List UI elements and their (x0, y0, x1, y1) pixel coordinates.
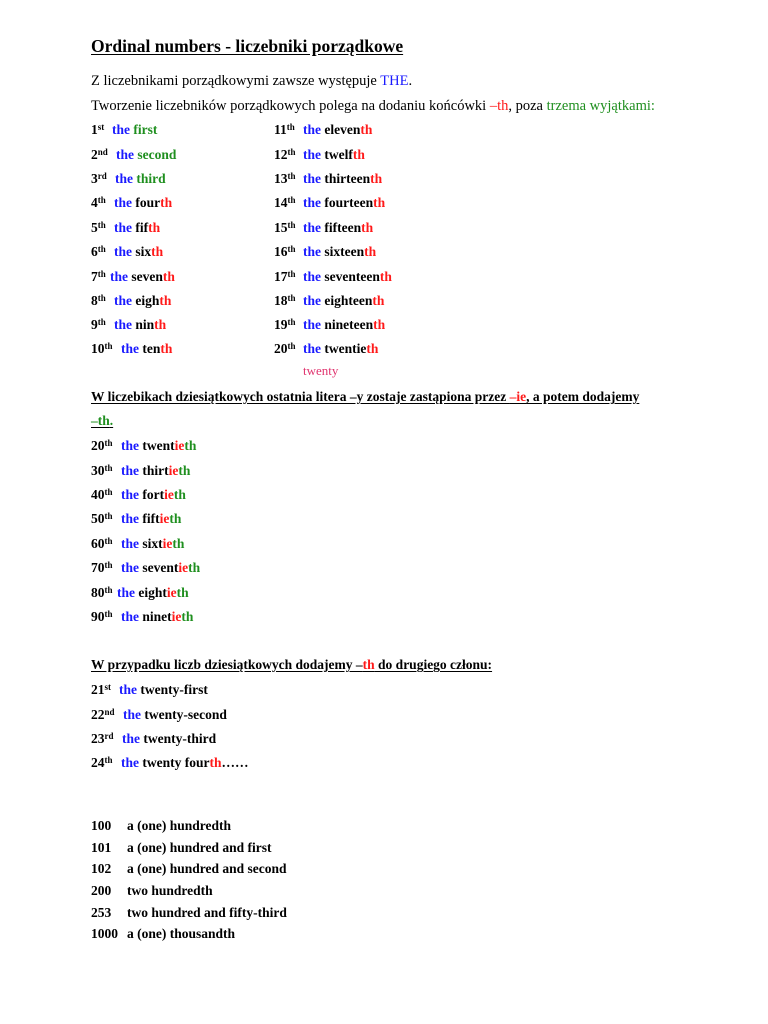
ordinal-number: 19 (274, 317, 288, 332)
ordinal-the: the (303, 244, 321, 259)
tens-row (91, 608, 113, 626)
ordinal-word: fifteen (324, 220, 362, 235)
th-ending: th (181, 609, 194, 624)
ordinal-word: seven (131, 269, 163, 284)
ordinal-suffix: th (287, 341, 296, 351)
ordinal-suffix: th (287, 317, 296, 327)
tens-row (91, 486, 113, 504)
heading-tens-c: . (109, 413, 114, 428)
ordinal-row (91, 243, 106, 261)
ordinal-suffix: th (104, 487, 113, 497)
ordinal-ending: first (133, 122, 158, 137)
tens-words (121, 462, 190, 480)
compound-row (91, 706, 115, 724)
ordinal-the: the (114, 293, 132, 308)
ordinal-number: 11 (274, 122, 287, 137)
hundreds-number: 100 (91, 818, 112, 833)
ordinal-row (274, 268, 296, 286)
ordinal-the: the (303, 341, 321, 356)
ordinal-word: nineteen (324, 317, 374, 332)
ordinal-word: twenty-third (143, 731, 217, 746)
ordinal-ending: th (160, 195, 173, 210)
ordinal-suffix: th (104, 609, 113, 619)
compound-words (119, 681, 208, 699)
th-ending: th (172, 536, 185, 551)
ordinal-suffix: nd (104, 707, 115, 717)
heading-tens (91, 389, 639, 405)
ordinal-the: the (114, 244, 132, 259)
ordinal-suffix: th (104, 560, 113, 570)
ordinal-words (303, 268, 392, 286)
ordinal-ending: th (379, 269, 392, 284)
ordinal-word: six (135, 244, 152, 259)
ordinal-suffix: th (104, 536, 113, 546)
heading-compound-th: th (362, 657, 375, 672)
intro-text: Z liczebnikami porządkowymi zawsze występuje (91, 73, 381, 89)
ie-ending: ie (178, 560, 189, 575)
ordinal-row (91, 146, 108, 164)
ordinal-the: the (110, 269, 128, 284)
ordinal-words (303, 146, 365, 164)
hundreds-text: two hundred and fifty-third (127, 905, 287, 920)
ordinal-number: 80 (91, 585, 105, 600)
ordinal-suffix: th (287, 195, 296, 205)
ordinal-suffix: th (287, 220, 296, 230)
ordinal-number: 30 (91, 463, 105, 478)
ordinal-number: 60 (91, 536, 105, 551)
ordinal-the: the (121, 755, 139, 770)
ordinal-the: the (121, 609, 139, 624)
ordinal-ending: th (162, 269, 175, 284)
ordinal-suffix: th (287, 171, 296, 181)
ordinal-words (114, 243, 163, 261)
ie-ending: ie (174, 438, 185, 453)
hundreds-row (91, 905, 287, 921)
ordinal-word: twent (142, 438, 175, 453)
ordinal-ending: th (372, 293, 385, 308)
ordinal-suffix: th (286, 122, 295, 132)
tens-row (91, 559, 113, 577)
ordinal-word: eigh (135, 293, 160, 308)
tens-words (121, 559, 200, 577)
page-title: Ordinal numbers - liczebniki porządkowe (91, 36, 404, 56)
hundreds-row (91, 840, 272, 856)
ordinal-row (91, 340, 113, 358)
tens-words (121, 486, 186, 504)
compound-words (121, 754, 249, 772)
heading-tens-a: W liczebikach dziesiątkowych ostatnia litera –y zostaje zastąpiona przez (91, 389, 510, 404)
ordinal-row (274, 121, 295, 139)
ordinal-words (115, 170, 166, 188)
ordinal-word: eighteen (324, 293, 373, 308)
ordinal-number: 13 (274, 171, 288, 186)
ordinal-row (91, 292, 106, 310)
ordinal-suffix: th (104, 755, 113, 765)
ordinal-suffix: rd (104, 731, 114, 741)
ordinal-suffix: th (104, 341, 113, 351)
ordinal-words (114, 219, 160, 237)
ordinal-suffix: th (287, 293, 296, 303)
ordinal-number: 17 (274, 269, 288, 284)
ordinal-ending: th (154, 317, 167, 332)
ordinal-ending: th (160, 341, 173, 356)
ordinal-row (274, 194, 296, 212)
ie-ending: ie (164, 487, 174, 502)
ordinal-suffix: th (104, 585, 113, 595)
ordinal-words (114, 292, 171, 310)
ordinal-suffix: th (104, 463, 113, 473)
ordinal-words (114, 194, 172, 212)
tens-words (121, 608, 193, 626)
ordinal-ending: third (136, 171, 166, 186)
ordinal-number: 40 (91, 487, 105, 502)
hundreds-text: a (one) thousandth (127, 926, 236, 941)
ordinal-words (303, 243, 376, 261)
ordinal-number: 10 (91, 341, 105, 356)
ordinal-the: the (114, 220, 132, 235)
ordinal-suffix: nd (97, 147, 108, 157)
ordinal-ending: th (209, 755, 222, 770)
ordinal-word: fif (135, 220, 149, 235)
ordinal-word: twenty-first (140, 682, 208, 697)
ordinal-word: twentie (324, 341, 367, 356)
ordinal-suffix: th (97, 293, 106, 303)
heading-compound (91, 657, 492, 673)
th-ending: th (178, 463, 191, 478)
compound-row (91, 730, 114, 748)
ordinal-number: 18 (274, 293, 288, 308)
ordinal-row (91, 194, 106, 212)
ordinal-word: twelf (324, 147, 353, 162)
ordinal-words (303, 292, 384, 310)
heading-tens-cont (91, 413, 113, 429)
ie-ending: ie (166, 585, 177, 600)
ordinal-number: 20 (274, 341, 288, 356)
ordinal-the: the (122, 731, 140, 746)
ordinal-suffix: st (97, 122, 105, 132)
rule-end: : (650, 98, 655, 114)
ordinal-number: 7 (91, 269, 98, 284)
ordinal-word: twenty four (142, 755, 210, 770)
ordinal-word: eight (138, 585, 167, 600)
ordinal-words (121, 340, 172, 358)
hundreds-row (91, 883, 213, 899)
hundreds-row (91, 861, 287, 877)
ordinal-number: 8 (91, 293, 98, 308)
ordinal-the: the (121, 511, 139, 526)
ordinal-the: the (114, 195, 132, 210)
ordinal-number: 5 (91, 220, 98, 235)
ordinal-words (303, 121, 372, 139)
ordinal-suffix: th (287, 269, 296, 279)
ordinal-words (303, 194, 385, 212)
ordinal-the: the (303, 147, 321, 162)
ordinal-the: the (115, 171, 133, 186)
ordinal-suffix: th (97, 195, 106, 205)
ordinal-number: 12 (274, 147, 288, 162)
heading-compound-a: W przypadku liczb dziesiątkowych dodajemy – (91, 657, 363, 672)
heading-compound-b: do drugiego członu: (374, 657, 493, 672)
ordinal-number: 14 (274, 195, 288, 210)
intro-the: THE (380, 73, 409, 89)
compound-words (123, 706, 227, 724)
compound-words (122, 730, 216, 748)
ordinal-the: the (121, 341, 139, 356)
rule-mid: , poza (508, 98, 547, 114)
ordinal-suffix: th (104, 438, 113, 448)
hundreds-text: two hundredth (127, 883, 213, 898)
ordinal-suffix: th (287, 147, 296, 157)
ordinal-the: the (119, 682, 137, 697)
rule-exceptions: trzema wyjątkami (546, 98, 651, 114)
ordinal-words (110, 268, 175, 286)
ordinal-the: the (117, 585, 135, 600)
ordinal-number: 15 (274, 220, 288, 235)
ordinal-word: nin (135, 317, 155, 332)
ordinal-tail: …… (221, 755, 249, 770)
ordinal-suffix: th (97, 220, 106, 230)
ordinal-word: ninet (142, 609, 172, 624)
ordinal-row (274, 243, 296, 261)
th-ending: th (184, 438, 197, 453)
ordinal-number: 20 (91, 438, 105, 453)
ordinal-ending: th (352, 147, 365, 162)
ordinal-ending: th (370, 171, 383, 186)
hundreds-number: 200 (91, 883, 112, 898)
ordinal-word: sevent (142, 560, 179, 575)
ordinal-the: the (121, 463, 139, 478)
tens-row (91, 437, 113, 455)
ordinal-ending: th (148, 220, 161, 235)
hundreds-number: 1000 (91, 926, 118, 941)
ordinal-number: 21 (91, 682, 105, 697)
ordinal-number: 50 (91, 511, 105, 526)
heading-tens-th: –th (91, 413, 110, 428)
ordinal-the: the (121, 560, 139, 575)
intro-line-the (91, 73, 412, 90)
ie-ending: ie (171, 609, 182, 624)
ordinal-row (91, 219, 106, 237)
ordinal-ending: th (373, 317, 386, 332)
ordinal-word: ten (142, 341, 161, 356)
tens-row (91, 584, 113, 602)
heading-tens-ie: –ie (509, 389, 527, 404)
th-ending: th (188, 560, 201, 575)
ordinal-words (114, 316, 166, 334)
hundreds-text: a (one) hundredth (127, 818, 232, 833)
ordinal-number: 4 (91, 195, 98, 210)
compound-row (91, 681, 111, 699)
ordinal-the: the (114, 317, 132, 332)
ordinal-ending: th (159, 293, 172, 308)
ordinal-words (303, 219, 373, 237)
hundreds-row (91, 926, 235, 942)
ordinal-word: seventeen (324, 269, 380, 284)
ordinal-number: 6 (91, 244, 98, 259)
ordinal-word: thirteen (324, 171, 371, 186)
tens-words (121, 535, 184, 553)
tens-row (91, 462, 113, 480)
th-ending: th (176, 585, 189, 600)
ordinal-the: the (303, 122, 321, 137)
tens-words (121, 437, 196, 455)
ordinal-suffix: st (104, 682, 111, 692)
intro-end: . (408, 73, 413, 89)
hundreds-text: a (one) hundred and first (127, 840, 272, 855)
ordinal-word: sixteen (324, 244, 365, 259)
th-ending: th (173, 487, 186, 502)
ordinal-word: twenty-second (144, 707, 227, 722)
ordinal-ending: second (137, 147, 177, 162)
hundreds-row (91, 818, 231, 834)
ordinal-words (112, 121, 157, 139)
ordinal-ending: th (366, 341, 379, 356)
ordinal-row (91, 268, 106, 286)
ordinal-suffix: th (287, 244, 296, 254)
ordinal-number: 16 (274, 244, 288, 259)
ordinal-words (303, 170, 382, 188)
tens-words (121, 510, 181, 528)
ordinal-the: the (303, 220, 321, 235)
ordinal-number: 3 (91, 171, 98, 186)
ordinal-row (274, 170, 296, 188)
ordinal-ending: th (361, 220, 374, 235)
ordinal-the: the (121, 536, 139, 551)
ordinal-row (274, 340, 296, 358)
ordinal-ending: th (360, 122, 373, 137)
ordinal-suffix: th (97, 244, 106, 254)
ordinal-the: the (112, 122, 130, 137)
th-ending: th (169, 511, 182, 526)
rule-text: Tworzenie liczebników porządkowych polega na dodaniu końcówki (91, 98, 490, 114)
ordinal-word: fort (142, 487, 165, 502)
ordinal-row (274, 316, 296, 334)
ordinal-number: 90 (91, 609, 105, 624)
ordinal-words (303, 340, 378, 358)
ordinal-row (274, 146, 296, 164)
rule-suffix: –th (489, 98, 509, 114)
hundreds-number: 102 (91, 861, 112, 876)
twenty-note: twenty (303, 363, 339, 378)
ordinal-number: 23 (91, 731, 105, 746)
ordinal-number: 24 (91, 755, 105, 770)
ordinal-ending: th (364, 244, 377, 259)
ordinal-the: the (303, 171, 321, 186)
ordinal-number: 9 (91, 317, 98, 332)
tens-row (91, 535, 113, 553)
compound-row (91, 754, 113, 772)
ordinal-row (91, 170, 107, 188)
ordinal-ending: th (373, 195, 386, 210)
intro-line-rule (91, 98, 655, 115)
tens-row (91, 510, 113, 528)
heading-tens-b: , a potem dodajemy (526, 389, 640, 404)
ordinal-suffix: rd (97, 171, 107, 181)
ie-ending: ie (168, 463, 179, 478)
ordinal-word: four (135, 195, 161, 210)
ordinal-the: the (121, 487, 139, 502)
hundreds-number: 253 (91, 905, 112, 920)
ordinal-the: the (303, 195, 321, 210)
ordinal-words (116, 146, 176, 164)
ordinal-row (274, 219, 296, 237)
ordinal-suffix: th (104, 511, 113, 521)
ordinal-row (91, 121, 104, 139)
ordinal-ending: th (151, 244, 164, 259)
ordinal-number: 70 (91, 560, 105, 575)
ordinal-the: the (116, 147, 134, 162)
ordinal-suffix: th (97, 317, 106, 327)
ordinal-suffix: th (97, 269, 106, 279)
ordinal-word: fourteen (324, 195, 374, 210)
ordinal-the: the (303, 269, 321, 284)
ordinal-row (91, 316, 106, 334)
hundreds-number: 101 (91, 840, 112, 855)
ordinal-word: fift (142, 511, 160, 526)
ordinal-number: 22 (91, 707, 105, 722)
ordinal-word: eleven (324, 122, 361, 137)
ie-ending: ie (162, 536, 173, 551)
ordinal-number: 2 (91, 147, 98, 162)
ordinal-word: sixt (142, 536, 163, 551)
tens-words (117, 584, 189, 602)
ordinal-number: 1 (91, 122, 98, 137)
ordinal-word: thirt (142, 463, 169, 478)
ordinal-the: the (303, 317, 321, 332)
ordinal-the: the (121, 438, 139, 453)
ordinal-row (274, 292, 296, 310)
ie-ending: ie (159, 511, 170, 526)
ordinal-the: the (123, 707, 141, 722)
ordinal-the: the (303, 293, 321, 308)
hundreds-text: a (one) hundred and second (127, 861, 287, 876)
ordinal-words (303, 316, 385, 334)
